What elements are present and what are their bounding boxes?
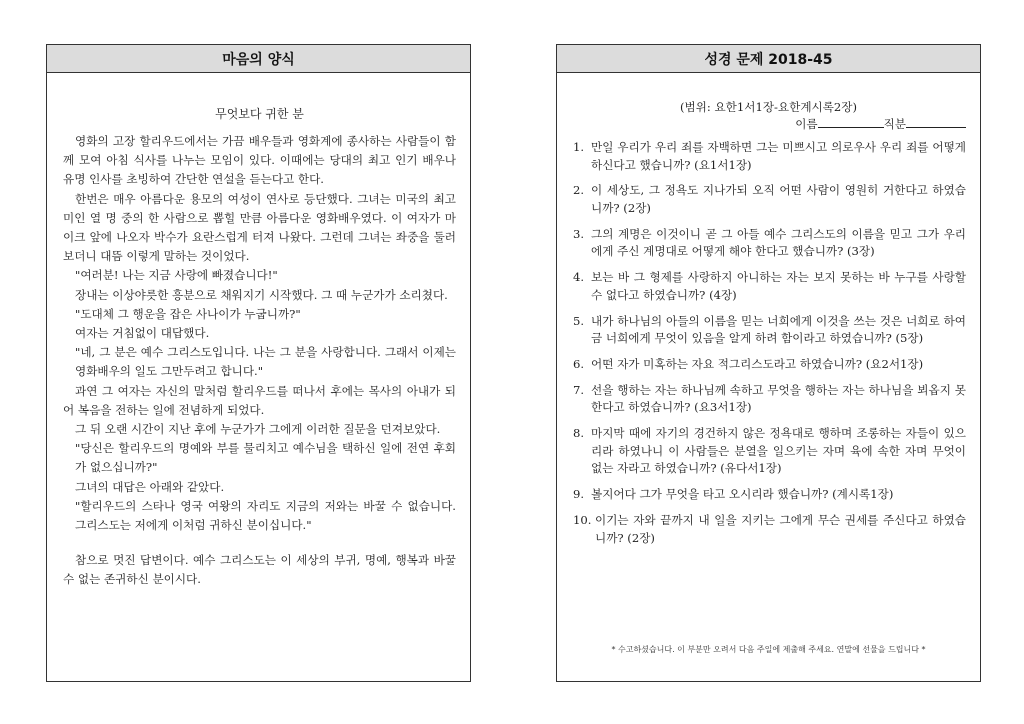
question-number: 2. — [573, 183, 585, 198]
question-number: 8. — [573, 426, 585, 441]
question-text: 그의 계명은 이것이니 곧 그 아들 예수 그리스도의 이름을 믿고 그가 우리에게 주신 계명대로 어떻게 해야 한다고 했습니까? (3장) — [591, 226, 966, 259]
essay-paragraph: 참으로 멋진 답변이다. 예수 그리스도는 이 세상의 부귀, 명예, 행복과 바꿀 수 없는 존귀하신 분이시다. — [63, 553, 456, 587]
essay-paragraph: 그녀의 대답은 아래와 같았다. — [75, 479, 225, 494]
right-panel-header: 성경 문제 2018-45 — [557, 45, 980, 73]
question-item — [573, 425, 966, 478]
name-label: 이름 — [795, 117, 818, 131]
essay-paragraph: 영화의 고장 할리우드에서는 가끔 배우들과 영화계에 종사하는 사람들이 함께 모여 아침 식사를 나누는 모임이 있다. 이때에는 당대의 최고 인기 배우나 유명 인사를 초빙하여 간단한 연설을 듣는다고 한다. — [63, 134, 456, 187]
question-item — [573, 226, 966, 261]
right-panel — [556, 44, 981, 682]
question-text: 이 세상도, 그 정욕도 지나가되 오직 어떤 사람이 영원히 거한다고 하였습니까? (2장) — [591, 183, 966, 215]
question-item — [573, 356, 966, 374]
question-text: 보는 바 그 형제를 사랑하지 아니하는 자는 보지 못하는 바 누구를 사랑할 수 없다고 하였습니까? (4장) — [591, 270, 966, 302]
question-item — [573, 139, 966, 174]
question-number: 5. — [573, 313, 585, 328]
left-panel-header: 마음의 양식 — [47, 45, 470, 73]
question-text: 내가 하나님의 아들의 이름을 믿는 너희에게 이것을 쓰는 것은 너희로 하여금 너희에게 무엇이 있음을 알게 하려 함이라고 하였습니까? (5장) — [591, 313, 966, 346]
position-blank — [906, 115, 966, 128]
essay-paragraph: 여자는 거침없이 대답했다. — [75, 326, 210, 341]
question-text: 볼지어다 그가 무엇을 타고 오시리라 했습니까? (계시록1장) — [591, 487, 894, 502]
essay-paragraph: "당신은 할리우드의 명예와 부를 물리치고 예수님을 택하신 일에 전연 후회가 없으십니까?" — [75, 441, 456, 475]
essay-paragraph: 과연 그 여자는 자신의 말처럼 할리우드를 떠나서 후에는 목사의 아내가 되어 복음을 전하는 일에 전념하게 되었다. — [63, 383, 456, 417]
essay-paragraph: "네, 그 분은 예수 그리스도입니다. 나는 그 분을 사랑합니다. 그래서 이제는 영화배우의 일도 그만두려고 합니다." — [75, 345, 456, 379]
question-text: 마지막 때에 자기의 경건하지 않은 정욕대로 행하며 조롱하는 자들이 있으리라 하였나니 이 사람들은 분열을 일으키는 자며 육에 속한 자며 무엇이 없는 자라고 하였습니까? (유다서1장) — [591, 426, 966, 476]
essay-paragraph: "여러분! 나는 지금 사랑에 빠졌습니다!" — [75, 268, 278, 283]
question-range: (범위: 요한1서1장-요한계시록2장) — [679, 100, 858, 114]
essay-body — [63, 132, 456, 590]
essay-paragraph: "도대체 그 행운을 잡은 사나이가 누굽니까?" — [75, 306, 301, 321]
question-item — [573, 512, 966, 547]
essay — [47, 105, 470, 590]
essay-paragraph: "할리우드의 스타나 영국 여왕의 자리도 지금의 저와는 바꿀 수 없습니다. 그리스도는 저에게 이처럼 귀하신 분이십니다." — [75, 498, 456, 533]
question-item — [573, 382, 966, 417]
question-item — [573, 486, 966, 504]
left-panel — [46, 44, 471, 682]
question-item — [573, 182, 966, 217]
position-label: 직분 — [883, 117, 906, 131]
essay-paragraph: 한번은 매우 아름다운 용모의 여성이 연사로 등단했다. 그녀는 미국의 최고 미인 열 명 중의 한 사람으로 뽑힐 만큼 아름다운 영화배우였다. 이 여자가 마이크 앞에 나오자 박수가 요란스럽게 터져 나왔다. 그런데 그녀는 좌중을 둘러보더니 대뜸 이렇게 말하는 것이었다. — [63, 191, 456, 264]
essay-title: 무엇보다 귀한 분 — [215, 107, 304, 121]
essay-paragraph: 장내는 이상야릇한 흥분으로 채워지기 시작했다. 그 때 누군가가 소리쳤다. — [75, 287, 448, 302]
question-text: 선을 행하는 자는 하나님께 속하고 무엇을 행하는 자는 하나님을 뵈옵지 못한다고 하였습니까? (요3서1장) — [591, 382, 966, 415]
name-row — [557, 115, 980, 133]
question-number: 6. — [573, 356, 585, 371]
question-text: 이기는 자와 끝까지 내 일을 지키는 그에게 무슨 권세를 주신다고 하였습니까? (2장) — [595, 513, 966, 545]
footnote: * 수고하셨습니다. 이 부분만 오려서 다음 주일에 제출해 주세요. 연말에 선물을 드립니다 * — [611, 645, 926, 654]
question-number: 4. — [573, 270, 585, 285]
question-list — [557, 139, 980, 547]
question-number: 9. — [573, 487, 585, 502]
question-text: 어떤 자가 미혹하는 자요 적그리스도라고 하였습니까? (요2서1장) — [591, 356, 924, 371]
name-blank — [818, 115, 884, 128]
question-item — [573, 313, 966, 348]
question-text: 만일 우리가 우리 죄를 자백하면 그는 미쁘시고 의로우사 우리 죄를 어떻게 하신다고 했습니까? (요1서1장) — [591, 140, 966, 172]
essay-paragraph: 그 뒤 오랜 시간이 지난 후에 누군가가 그에게 이러한 질문을 던져보았다. — [75, 422, 441, 437]
question-number: 3. — [573, 226, 585, 241]
question-item — [573, 269, 966, 304]
question-number: 7. — [573, 382, 585, 397]
question-number: 1. — [573, 140, 585, 154]
question-number: 10. — [573, 513, 592, 528]
